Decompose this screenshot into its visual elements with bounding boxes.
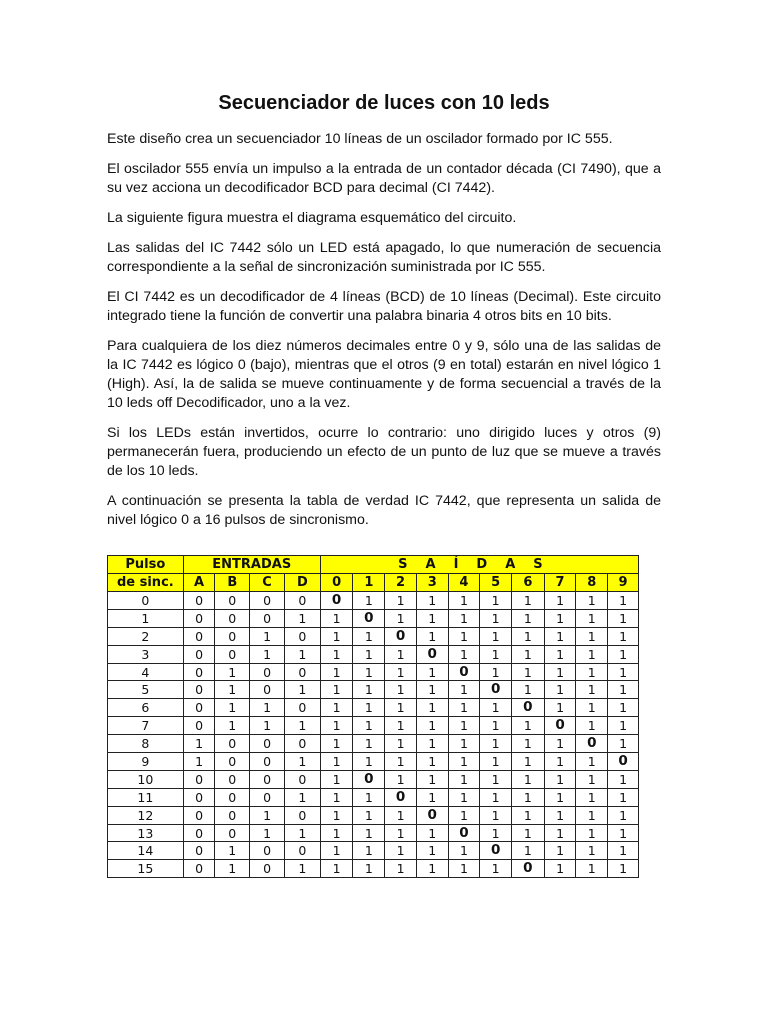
body-text (107, 130, 661, 541)
input-cell: 0 (250, 770, 285, 788)
input-cell: 0 (215, 788, 250, 806)
output-cell: 1 (544, 592, 576, 610)
table-row (108, 860, 639, 878)
input-cell: 0 (215, 770, 250, 788)
output-cell: 1 (512, 735, 545, 753)
table-row (108, 627, 639, 645)
input-cell: 0 (250, 753, 285, 771)
input-cell: 1 (215, 681, 250, 699)
output-cell: 1 (608, 788, 639, 806)
table-row (108, 609, 639, 627)
output-cell: 1 (448, 681, 480, 699)
input-col-header: C (250, 574, 285, 592)
output-cell: 1 (448, 735, 480, 753)
output-cell: 1 (480, 592, 512, 610)
output-cell: 1 (576, 699, 608, 717)
output-cell: 1 (353, 842, 385, 860)
table-row (108, 699, 639, 717)
output-cell: 1 (385, 717, 417, 735)
output-cell: 1 (353, 860, 385, 878)
input-cell: 0 (284, 806, 320, 824)
input-cell: 0 (250, 788, 285, 806)
input-cell: 0 (183, 860, 215, 878)
input-cell: 1 (215, 842, 250, 860)
input-col-header: B (215, 574, 250, 592)
output-cell: 1 (544, 699, 576, 717)
input-cell: 0 (183, 627, 215, 645)
output-cell: 1 (353, 735, 385, 753)
output-cell: 1 (512, 842, 545, 860)
output-cell: 1 (608, 717, 639, 735)
output-col-header: 6 (512, 574, 545, 592)
table-row (108, 788, 639, 806)
output-cell: 0 (353, 609, 385, 627)
output-cell: 1 (608, 645, 639, 663)
paragraph: A continuación se presenta la tabla de verdad IC 7442, que representa un salida de nivel lógico 0 a 16 pulsos de sincronismo. (107, 493, 661, 528)
input-cell: 0 (183, 824, 215, 842)
output-cell: 0 (512, 699, 545, 717)
output-cell: 0 (385, 627, 417, 645)
output-cell: 1 (576, 770, 608, 788)
pulse-cell: 7 (108, 717, 184, 735)
output-cell: 1 (353, 806, 385, 824)
pulse-cell: 12 (108, 806, 184, 824)
pulse-cell: 5 (108, 681, 184, 699)
pulse-cell: 4 (108, 663, 184, 681)
input-cell: 1 (284, 860, 320, 878)
input-cell: 1 (284, 645, 320, 663)
output-col-header: 8 (576, 574, 608, 592)
output-cell: 1 (320, 806, 353, 824)
table-row (108, 735, 639, 753)
output-cell: 1 (576, 627, 608, 645)
output-cell: 1 (385, 806, 417, 824)
output-cell: 1 (480, 735, 512, 753)
output-cell: 1 (320, 717, 353, 735)
output-cell: 0 (416, 645, 448, 663)
output-cell: 1 (544, 770, 576, 788)
truth-table (107, 555, 639, 878)
output-cell: 1 (448, 699, 480, 717)
output-cell: 0 (448, 824, 480, 842)
pulse-header-sub: de sinc. (108, 574, 184, 592)
input-cell: 0 (284, 663, 320, 681)
output-cell: 1 (416, 592, 448, 610)
output-cell: 1 (385, 609, 417, 627)
input-cell: 1 (250, 645, 285, 663)
paragraph: La siguiente figura muestra el diagrama esquemático del circuito. (107, 210, 517, 226)
table-row (108, 645, 639, 663)
output-cell: 1 (608, 806, 639, 824)
output-cell: 1 (480, 645, 512, 663)
input-cell: 0 (183, 592, 215, 610)
output-cell: 1 (385, 842, 417, 860)
output-cell: 1 (448, 770, 480, 788)
output-col-header: 3 (416, 574, 448, 592)
table-row (108, 824, 639, 842)
table-row (108, 770, 639, 788)
output-cell: 0 (512, 860, 545, 878)
output-cell: 1 (353, 788, 385, 806)
output-cell: 1 (320, 699, 353, 717)
output-cell: 1 (512, 717, 545, 735)
output-cell: 1 (512, 645, 545, 663)
output-cell: 1 (353, 663, 385, 681)
output-cell: 1 (416, 753, 448, 771)
output-cell: 1 (576, 663, 608, 681)
output-cell: 1 (480, 753, 512, 771)
output-cell: 1 (608, 842, 639, 860)
output-cell: 1 (576, 717, 608, 735)
input-cell: 0 (215, 645, 250, 663)
output-cell: 1 (480, 663, 512, 681)
output-cell: 1 (353, 699, 385, 717)
output-cell: 1 (608, 699, 639, 717)
output-cell: 1 (320, 681, 353, 699)
output-cell: 1 (480, 806, 512, 824)
input-cell: 0 (250, 592, 285, 610)
output-cell: 1 (544, 860, 576, 878)
input-cell: 1 (250, 717, 285, 735)
input-cell: 0 (284, 592, 320, 610)
output-cell: 1 (512, 770, 545, 788)
output-cell: 1 (608, 663, 639, 681)
output-cell: 1 (480, 824, 512, 842)
output-cell: 1 (320, 663, 353, 681)
output-col-header: 2 (385, 574, 417, 592)
output-cell: 1 (385, 645, 417, 663)
input-cell: 0 (215, 609, 250, 627)
output-cell: 1 (544, 609, 576, 627)
output-cell: 0 (320, 592, 353, 610)
output-cell: 1 (576, 753, 608, 771)
output-cell: 1 (385, 770, 417, 788)
pulse-cell: 10 (108, 770, 184, 788)
output-cell: 1 (448, 717, 480, 735)
output-col-header: 5 (480, 574, 512, 592)
output-cell: 1 (385, 753, 417, 771)
output-cell: 1 (512, 806, 545, 824)
input-cell: 0 (183, 663, 215, 681)
paragraph: El oscilador 555 envía un impulso a la entrada de un contador década (CI 7490), que a su vez acciona un decodificador BCD para decimal (CI 7442). (107, 161, 661, 196)
output-cell: 0 (416, 806, 448, 824)
output-cell: 1 (512, 753, 545, 771)
output-cell: 0 (353, 770, 385, 788)
output-cell: 1 (448, 860, 480, 878)
table-row (108, 842, 639, 860)
output-col-header: 0 (320, 574, 353, 592)
output-cell: 1 (544, 842, 576, 860)
output-cell: 1 (385, 860, 417, 878)
input-cell: 0 (215, 735, 250, 753)
input-cell: 0 (183, 806, 215, 824)
output-cell: 1 (320, 788, 353, 806)
input-cell: 0 (183, 699, 215, 717)
output-cell: 1 (544, 788, 576, 806)
output-cell: 1 (416, 627, 448, 645)
input-cell: 0 (183, 645, 215, 663)
output-cell: 1 (320, 609, 353, 627)
input-cell: 0 (250, 735, 285, 753)
output-cell: 1 (512, 681, 545, 699)
output-cell: 1 (448, 609, 480, 627)
input-cell: 1 (284, 753, 320, 771)
output-cell: 1 (416, 609, 448, 627)
output-cell: 1 (576, 806, 608, 824)
output-cell: 1 (320, 627, 353, 645)
output-cell: 1 (353, 824, 385, 842)
input-cell: 0 (183, 681, 215, 699)
input-cell: 0 (250, 663, 285, 681)
output-cell: 1 (320, 770, 353, 788)
output-cell: 1 (512, 663, 545, 681)
output-cell: 1 (416, 824, 448, 842)
input-cell: 0 (215, 824, 250, 842)
output-cell: 1 (416, 699, 448, 717)
pulse-cell: 14 (108, 842, 184, 860)
output-cell: 1 (448, 788, 480, 806)
pulse-header: Pulso (108, 556, 184, 574)
input-cell: 1 (284, 609, 320, 627)
output-col-header: 4 (448, 574, 480, 592)
pulse-cell: 2 (108, 627, 184, 645)
output-cell: 1 (416, 717, 448, 735)
output-cell: 1 (608, 609, 639, 627)
input-cell: 1 (183, 753, 215, 771)
inputs-header: ENTRADAS (183, 556, 320, 574)
output-cell: 1 (608, 824, 639, 842)
paragraph: Este diseño crea un secuenciador 10 líneas de un oscilador formado por IC 555. (107, 131, 613, 147)
input-cell: 0 (250, 609, 285, 627)
output-cell: 1 (480, 788, 512, 806)
input-cell: 1 (284, 788, 320, 806)
input-col-header: A (183, 574, 215, 592)
output-cell: 1 (385, 681, 417, 699)
output-cell: 1 (320, 860, 353, 878)
output-cell: 0 (448, 663, 480, 681)
input-col-header: D (284, 574, 320, 592)
input-cell: 0 (284, 699, 320, 717)
input-cell: 1 (284, 717, 320, 735)
input-cell: 1 (250, 824, 285, 842)
input-cell: 0 (284, 735, 320, 753)
output-cell: 1 (512, 824, 545, 842)
output-cell: 1 (608, 735, 639, 753)
output-cell: 1 (544, 753, 576, 771)
input-cell: 0 (183, 788, 215, 806)
table-row (108, 753, 639, 771)
output-cell: 1 (416, 735, 448, 753)
output-cell: 0 (385, 788, 417, 806)
output-cell: 1 (320, 735, 353, 753)
input-cell: 0 (215, 806, 250, 824)
page-title: Secuenciador de luces con 10 leds (218, 92, 550, 114)
output-cell: 1 (353, 681, 385, 699)
output-col-header: 7 (544, 574, 576, 592)
output-cell: 1 (480, 770, 512, 788)
input-cell: 0 (215, 753, 250, 771)
pulse-cell: 15 (108, 860, 184, 878)
input-cell: 0 (284, 770, 320, 788)
output-cell: 1 (512, 592, 545, 610)
output-cell: 1 (608, 681, 639, 699)
paragraph: Las salidas del IC 7442 sólo un LED está apagado, lo que numeración de secuencia correspondiente a la señal de sincronización suministrada por IC 555. (107, 240, 661, 275)
output-cell: 1 (448, 645, 480, 663)
pulse-cell: 13 (108, 824, 184, 842)
pulse-cell: 11 (108, 788, 184, 806)
output-cell: 1 (320, 824, 353, 842)
input-cell: 0 (250, 681, 285, 699)
input-cell: 1 (215, 699, 250, 717)
output-cell: 1 (320, 753, 353, 771)
output-cell: 1 (480, 860, 512, 878)
input-cell: 1 (284, 681, 320, 699)
output-cell: 1 (416, 770, 448, 788)
output-cell: 0 (576, 735, 608, 753)
input-cell: 0 (250, 860, 285, 878)
output-cell: 0 (480, 681, 512, 699)
input-cell: 1 (250, 699, 285, 717)
table-row (108, 806, 639, 824)
output-cell: 1 (416, 681, 448, 699)
pulse-cell: 6 (108, 699, 184, 717)
output-cell: 1 (385, 699, 417, 717)
output-cell: 1 (544, 806, 576, 824)
input-cell: 0 (215, 592, 250, 610)
output-cell: 1 (448, 753, 480, 771)
output-cell: 1 (353, 753, 385, 771)
output-cell: 1 (576, 645, 608, 663)
output-cell: 1 (385, 663, 417, 681)
output-cell: 1 (576, 860, 608, 878)
input-cell: 1 (183, 735, 215, 753)
output-cell: 1 (608, 592, 639, 610)
output-cell: 1 (544, 735, 576, 753)
output-cell: 1 (416, 788, 448, 806)
pulse-cell: 1 (108, 609, 184, 627)
pulse-cell: 8 (108, 735, 184, 753)
output-cell: 1 (448, 842, 480, 860)
paragraph: Para cualquiera de los diez números decimales entre 0 y 9, sólo una de las salidas de la IC 7442 es lógico 0 (bajo), mientras que el otros (9 en total) estarán en nivel lógico 1 (High). Así, la de salida se mueve continuamente y de forma secuencial a través de la 10 leds off Decodificador, uno a la vez. (107, 338, 661, 411)
output-cell: 1 (385, 735, 417, 753)
input-cell: 0 (284, 842, 320, 860)
table-row (108, 681, 639, 699)
output-cell: 1 (544, 681, 576, 699)
output-cell: 1 (416, 663, 448, 681)
output-col-header: 9 (608, 574, 639, 592)
output-cell: 1 (608, 770, 639, 788)
pulse-cell: 3 (108, 645, 184, 663)
output-cell: 1 (480, 699, 512, 717)
output-cell: 1 (448, 592, 480, 610)
output-cell: 1 (480, 627, 512, 645)
output-cell: 1 (576, 681, 608, 699)
input-cell: 0 (215, 627, 250, 645)
output-cell: 1 (576, 842, 608, 860)
output-cell: 1 (385, 592, 417, 610)
outputs-header: SAÍDAS (320, 556, 638, 574)
pulse-cell: 0 (108, 592, 184, 610)
input-cell: 0 (284, 627, 320, 645)
output-cell: 1 (448, 627, 480, 645)
input-cell: 0 (250, 842, 285, 860)
output-cell: 1 (544, 663, 576, 681)
input-cell: 0 (183, 717, 215, 735)
output-cell: 1 (480, 609, 512, 627)
output-cell: 1 (576, 824, 608, 842)
output-cell: 0 (544, 717, 576, 735)
output-cell: 1 (512, 609, 545, 627)
output-cell: 1 (544, 645, 576, 663)
output-cell: 1 (448, 806, 480, 824)
output-cell: 1 (576, 788, 608, 806)
output-cell: 1 (512, 627, 545, 645)
output-cell: 1 (320, 645, 353, 663)
output-cell: 1 (576, 592, 608, 610)
truth-table-body (108, 592, 639, 878)
output-cell: 1 (320, 842, 353, 860)
output-cell: 1 (608, 627, 639, 645)
output-col-header: 1 (353, 574, 385, 592)
input-cell: 1 (250, 627, 285, 645)
input-cell: 0 (183, 609, 215, 627)
input-cell: 1 (215, 663, 250, 681)
output-cell: 1 (544, 627, 576, 645)
paragraph: Si los LEDs están invertidos, ocurre lo contrario: uno dirigido luces y otros (9) permanecerán fuera, produciendo un efecto de un punto de luz que se mueve a través de los 10 leds. (107, 425, 661, 479)
output-cell: 0 (608, 753, 639, 771)
output-cell: 1 (576, 609, 608, 627)
output-cell: 0 (480, 842, 512, 860)
input-cell: 1 (250, 806, 285, 824)
output-cell: 1 (353, 717, 385, 735)
output-cell: 1 (416, 860, 448, 878)
input-cell: 0 (183, 842, 215, 860)
input-cell: 1 (215, 860, 250, 878)
output-cell: 1 (385, 824, 417, 842)
output-cell: 1 (353, 592, 385, 610)
output-cell: 1 (480, 717, 512, 735)
output-cell: 1 (353, 645, 385, 663)
table-row (108, 592, 639, 610)
input-cell: 1 (284, 824, 320, 842)
paragraph: El CI 7442 es un decodificador de 4 líneas (BCD) de 10 líneas (Decimal). Este circuito integrado tiene la función de convertir una palabra binaria 4 otros bits en 10 bits. (107, 289, 661, 324)
input-cell: 1 (215, 717, 250, 735)
output-cell: 1 (512, 788, 545, 806)
output-cell: 1 (416, 842, 448, 860)
input-cell: 0 (183, 770, 215, 788)
output-cell: 1 (544, 824, 576, 842)
output-cell: 1 (353, 627, 385, 645)
table-row (108, 663, 639, 681)
pulse-cell: 9 (108, 753, 184, 771)
table-row (108, 717, 639, 735)
output-cell: 1 (608, 860, 639, 878)
